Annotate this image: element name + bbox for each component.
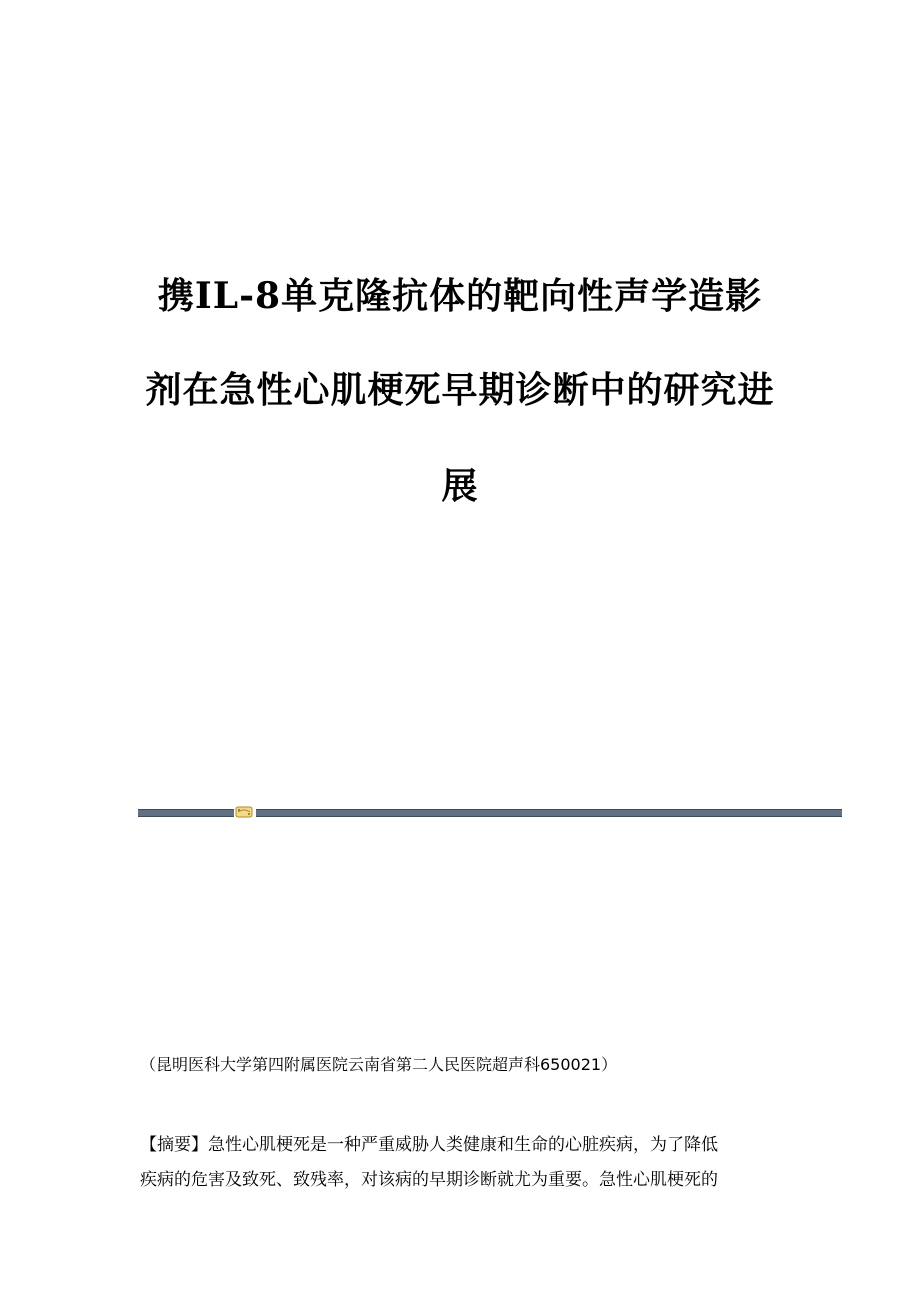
abstract-text-1: 急性心肌梗死是一种严重威胁人类健康和生命的心脏疾病，为了降低 [208,1135,718,1155]
divider-left [138,809,234,817]
abstract-line-2: 疾病的危害及致死、致残率，对该病的早期诊断就尤为重要。急性心肌梗死的 [140,1170,718,1190]
title-line-3: 展 [441,465,479,507]
abstract-line-1 [140,1128,780,1163]
scroll-ornament-icon [234,804,254,820]
abstract [140,1128,780,1198]
abstract-label: 【摘要】 [140,1135,208,1155]
affiliation: （昆明医科大学第四附属医院云南省第二人民医院超声科650021） [140,1055,618,1074]
title-line-1: 携IL-8单克隆抗体的靶向性声学造影 [157,275,763,317]
title-line-2: 剂在急性心肌梗死早期诊断中的研究进 [145,369,775,411]
divider-right [256,809,842,817]
